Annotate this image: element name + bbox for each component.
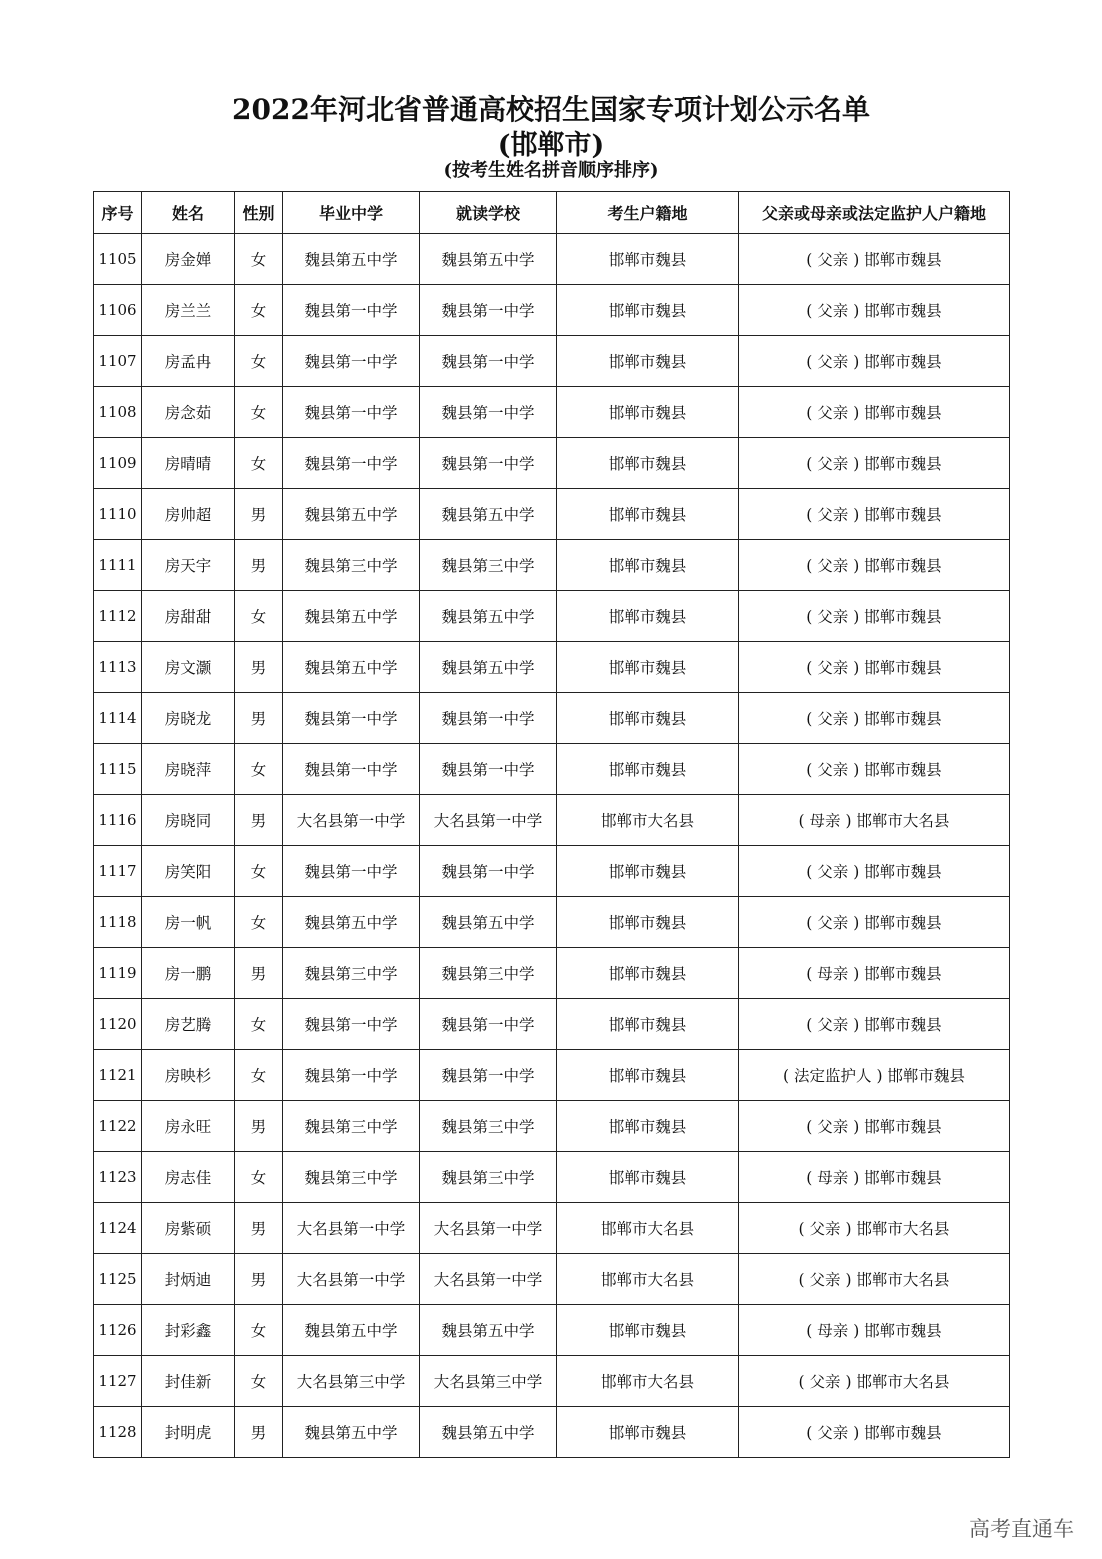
cell-gender: 女 xyxy=(235,285,283,336)
cell-name: 封炳迪 xyxy=(142,1254,235,1305)
header-current-school: 就读学校 xyxy=(420,192,557,234)
cell-name: 房晓萍 xyxy=(142,744,235,795)
cell-name: 房甜甜 xyxy=(142,591,235,642)
cell-graduating-school: 魏县第一中学 xyxy=(283,744,420,795)
cell-student-hukou: 邯郸市魏县 xyxy=(557,540,739,591)
cell-graduating-school: 魏县第三中学 xyxy=(283,540,420,591)
cell-index: 1128 xyxy=(94,1407,142,1458)
cell-student-hukou: 邯郸市魏县 xyxy=(557,1050,739,1101)
cell-name: 房志佳 xyxy=(142,1152,235,1203)
cell-index: 1114 xyxy=(94,693,142,744)
table-row xyxy=(94,387,1010,438)
table-row xyxy=(94,1203,1010,1254)
cell-graduating-school: 魏县第三中学 xyxy=(283,1152,420,1203)
cell-parent-hukou: ( 法定监护人 ) 邯郸市魏县 xyxy=(739,1050,1010,1101)
cell-index: 1110 xyxy=(94,489,142,540)
cell-graduating-school: 魏县第一中学 xyxy=(283,336,420,387)
table-row xyxy=(94,897,1010,948)
cell-index: 1117 xyxy=(94,846,142,897)
cell-index: 1113 xyxy=(94,642,142,693)
cell-student-hukou: 邯郸市大名县 xyxy=(557,795,739,846)
cell-parent-hukou: ( 父亲 ) 邯郸市魏县 xyxy=(739,1101,1010,1152)
cell-graduating-school: 魏县第五中学 xyxy=(283,897,420,948)
cell-gender: 男 xyxy=(235,1101,283,1152)
cell-current-school: 魏县第五中学 xyxy=(420,1407,557,1458)
cell-index: 1121 xyxy=(94,1050,142,1101)
cell-gender: 男 xyxy=(235,948,283,999)
cell-current-school: 魏县第五中学 xyxy=(420,489,557,540)
cell-gender: 女 xyxy=(235,1305,283,1356)
cell-gender: 女 xyxy=(235,234,283,285)
cell-gender: 男 xyxy=(235,795,283,846)
cell-gender: 男 xyxy=(235,1407,283,1458)
table-row xyxy=(94,1356,1010,1407)
cell-gender: 女 xyxy=(235,387,283,438)
cell-current-school: 魏县第三中学 xyxy=(420,1101,557,1152)
cell-gender: 女 xyxy=(235,591,283,642)
cell-gender: 男 xyxy=(235,540,283,591)
cell-index: 1111 xyxy=(94,540,142,591)
cell-parent-hukou: ( 父亲 ) 邯郸市魏县 xyxy=(739,285,1010,336)
header-student-hukou: 考生户籍地 xyxy=(557,192,739,234)
cell-graduating-school: 魏县第五中学 xyxy=(283,642,420,693)
cell-student-hukou: 邯郸市魏县 xyxy=(557,1407,739,1458)
cell-current-school: 魏县第三中学 xyxy=(420,540,557,591)
cell-parent-hukou: ( 父亲 ) 邯郸市魏县 xyxy=(739,744,1010,795)
cell-graduating-school: 魏县第一中学 xyxy=(283,387,420,438)
cell-name: 房永旺 xyxy=(142,1101,235,1152)
cell-index: 1106 xyxy=(94,285,142,336)
cell-name: 房映杉 xyxy=(142,1050,235,1101)
cell-student-hukou: 邯郸市魏县 xyxy=(557,234,739,285)
cell-parent-hukou: ( 父亲 ) 邯郸市魏县 xyxy=(739,846,1010,897)
cell-name: 房天宇 xyxy=(142,540,235,591)
table-row xyxy=(94,438,1010,489)
table-row xyxy=(94,1101,1010,1152)
cell-student-hukou: 邯郸市魏县 xyxy=(557,1305,739,1356)
cell-parent-hukou: ( 父亲 ) 邯郸市魏县 xyxy=(739,1407,1010,1458)
cell-parent-hukou: ( 父亲 ) 邯郸市大名县 xyxy=(739,1356,1010,1407)
table-row xyxy=(94,693,1010,744)
cell-student-hukou: 邯郸市魏县 xyxy=(557,285,739,336)
cell-parent-hukou: ( 母亲 ) 邯郸市大名县 xyxy=(739,795,1010,846)
cell-parent-hukou: ( 母亲 ) 邯郸市魏县 xyxy=(739,1152,1010,1203)
cell-name: 房一帆 xyxy=(142,897,235,948)
cell-index: 1118 xyxy=(94,897,142,948)
cell-graduating-school: 魏县第三中学 xyxy=(283,1101,420,1152)
cell-current-school: 大名县第三中学 xyxy=(420,1356,557,1407)
cell-parent-hukou: ( 母亲 ) 邯郸市魏县 xyxy=(739,1305,1010,1356)
table-row xyxy=(94,1254,1010,1305)
cell-current-school: 魏县第五中学 xyxy=(420,591,557,642)
header-name: 姓名 xyxy=(142,192,235,234)
cell-index: 1109 xyxy=(94,438,142,489)
header-parent-hukou: 父亲或母亲或法定监护人户籍地 xyxy=(739,192,1010,234)
header-graduating-school: 毕业中学 xyxy=(283,192,420,234)
cell-name: 封佳新 xyxy=(142,1356,235,1407)
cell-graduating-school: 大名县第一中学 xyxy=(283,795,420,846)
cell-index: 1107 xyxy=(94,336,142,387)
cell-graduating-school: 魏县第五中学 xyxy=(283,1305,420,1356)
cell-current-school: 魏县第一中学 xyxy=(420,999,557,1050)
cell-current-school: 魏县第一中学 xyxy=(420,387,557,438)
cell-student-hukou: 邯郸市魏县 xyxy=(557,438,739,489)
cell-gender: 女 xyxy=(235,1356,283,1407)
table-row xyxy=(94,1152,1010,1203)
cell-graduating-school: 魏县第一中学 xyxy=(283,1050,420,1101)
cell-parent-hukou: ( 父亲 ) 邯郸市魏县 xyxy=(739,234,1010,285)
cell-name: 房文灏 xyxy=(142,642,235,693)
table-row xyxy=(94,336,1010,387)
cell-gender: 女 xyxy=(235,336,283,387)
cell-graduating-school: 魏县第一中学 xyxy=(283,999,420,1050)
cell-current-school: 大名县第一中学 xyxy=(420,1254,557,1305)
cell-gender: 男 xyxy=(235,642,283,693)
cell-student-hukou: 邯郸市魏县 xyxy=(557,336,739,387)
cell-parent-hukou: ( 父亲 ) 邯郸市大名县 xyxy=(739,1254,1010,1305)
cell-index: 1120 xyxy=(94,999,142,1050)
cell-name: 封彩鑫 xyxy=(142,1305,235,1356)
cell-student-hukou: 邯郸市魏县 xyxy=(557,1101,739,1152)
cell-graduating-school: 魏县第一中学 xyxy=(283,285,420,336)
cell-graduating-school: 魏县第一中学 xyxy=(283,438,420,489)
cell-index: 1123 xyxy=(94,1152,142,1203)
cell-parent-hukou: ( 父亲 ) 邯郸市魏县 xyxy=(739,540,1010,591)
cell-name: 房艺腾 xyxy=(142,999,235,1050)
cell-current-school: 魏县第五中学 xyxy=(420,234,557,285)
header-gender: 性别 xyxy=(235,192,283,234)
cell-index: 1115 xyxy=(94,744,142,795)
cell-current-school: 魏县第一中学 xyxy=(420,744,557,795)
cell-current-school: 魏县第一中学 xyxy=(420,846,557,897)
cell-parent-hukou: ( 父亲 ) 邯郸市魏县 xyxy=(739,489,1010,540)
cell-graduating-school: 大名县第一中学 xyxy=(283,1254,420,1305)
cell-parent-hukou: ( 父亲 ) 邯郸市大名县 xyxy=(739,1203,1010,1254)
cell-parent-hukou: ( 父亲 ) 邯郸市魏县 xyxy=(739,642,1010,693)
cell-graduating-school: 魏县第五中学 xyxy=(283,1407,420,1458)
cell-gender: 男 xyxy=(235,1254,283,1305)
cell-student-hukou: 邯郸市大名县 xyxy=(557,1203,739,1254)
table-row xyxy=(94,846,1010,897)
table-row xyxy=(94,642,1010,693)
table-row xyxy=(94,285,1010,336)
cell-graduating-school: 魏县第五中学 xyxy=(283,234,420,285)
cell-student-hukou: 邯郸市魏县 xyxy=(557,897,739,948)
table-row xyxy=(94,1407,1010,1458)
table-row xyxy=(94,948,1010,999)
cell-gender: 女 xyxy=(235,999,283,1050)
cell-name: 房一鹏 xyxy=(142,948,235,999)
watermark-text: 高考直通车 xyxy=(969,1517,1074,1541)
cell-current-school: 魏县第一中学 xyxy=(420,336,557,387)
cell-current-school: 魏县第五中学 xyxy=(420,897,557,948)
cell-student-hukou: 邯郸市魏县 xyxy=(557,591,739,642)
cell-graduating-school: 大名县第三中学 xyxy=(283,1356,420,1407)
table-row xyxy=(94,540,1010,591)
table-row xyxy=(94,999,1010,1050)
cell-index: 1122 xyxy=(94,1101,142,1152)
cell-parent-hukou: ( 父亲 ) 邯郸市魏县 xyxy=(739,336,1010,387)
table-row xyxy=(94,489,1010,540)
cell-student-hukou: 邯郸市魏县 xyxy=(557,387,739,438)
cell-gender: 男 xyxy=(235,1203,283,1254)
cell-student-hukou: 邯郸市魏县 xyxy=(557,489,739,540)
cell-current-school: 魏县第五中学 xyxy=(420,1305,557,1356)
document-title: 2022年河北省普通高校招生国家专项计划公示名单 xyxy=(232,93,870,126)
cell-index: 1126 xyxy=(94,1305,142,1356)
table-row xyxy=(94,1050,1010,1101)
document-sort-note: (按考生姓名拼音顺序排序) xyxy=(443,160,659,181)
cell-name: 房念茹 xyxy=(142,387,235,438)
cell-current-school: 魏县第一中学 xyxy=(420,1050,557,1101)
cell-gender: 女 xyxy=(235,897,283,948)
table-row xyxy=(94,1305,1010,1356)
cell-parent-hukou: ( 父亲 ) 邯郸市魏县 xyxy=(739,591,1010,642)
cell-current-school: 魏县第三中学 xyxy=(420,1152,557,1203)
cell-current-school: 大名县第一中学 xyxy=(420,1203,557,1254)
cell-graduating-school: 魏县第一中学 xyxy=(283,846,420,897)
cell-name: 房笑阳 xyxy=(142,846,235,897)
cell-student-hukou: 邯郸市大名县 xyxy=(557,1254,739,1305)
cell-current-school: 魏县第五中学 xyxy=(420,642,557,693)
cell-graduating-school: 魏县第五中学 xyxy=(283,489,420,540)
cell-name: 房紫硕 xyxy=(142,1203,235,1254)
cell-student-hukou: 邯郸市大名县 xyxy=(557,1356,739,1407)
cell-gender: 女 xyxy=(235,1152,283,1203)
cell-name: 房帅超 xyxy=(142,489,235,540)
table-row xyxy=(94,591,1010,642)
cell-graduating-school: 魏县第三中学 xyxy=(283,948,420,999)
cell-current-school: 大名县第一中学 xyxy=(420,795,557,846)
cell-student-hukou: 邯郸市魏县 xyxy=(557,846,739,897)
document-region: (邯郸市) xyxy=(497,130,605,161)
cell-student-hukou: 邯郸市魏县 xyxy=(557,642,739,693)
cell-student-hukou: 邯郸市魏县 xyxy=(557,999,739,1050)
cell-parent-hukou: ( 父亲 ) 邯郸市魏县 xyxy=(739,897,1010,948)
table-row xyxy=(94,744,1010,795)
cell-parent-hukou: ( 父亲 ) 邯郸市魏县 xyxy=(739,999,1010,1050)
cell-index: 1125 xyxy=(94,1254,142,1305)
cell-graduating-school: 魏县第五中学 xyxy=(283,591,420,642)
roster-table xyxy=(93,191,1010,1458)
cell-index: 1116 xyxy=(94,795,142,846)
cell-index: 1127 xyxy=(94,1356,142,1407)
cell-student-hukou: 邯郸市魏县 xyxy=(557,693,739,744)
cell-student-hukou: 邯郸市魏县 xyxy=(557,948,739,999)
cell-name: 房晓同 xyxy=(142,795,235,846)
cell-parent-hukou: ( 父亲 ) 邯郸市魏县 xyxy=(739,693,1010,744)
table-row xyxy=(94,795,1010,846)
cell-current-school: 魏县第一中学 xyxy=(420,438,557,489)
table-header-row xyxy=(94,192,1010,234)
cell-index: 1112 xyxy=(94,591,142,642)
cell-student-hukou: 邯郸市魏县 xyxy=(557,744,739,795)
cell-gender: 女 xyxy=(235,1050,283,1101)
cell-name: 房晓龙 xyxy=(142,693,235,744)
cell-gender: 女 xyxy=(235,744,283,795)
cell-current-school: 魏县第一中学 xyxy=(420,693,557,744)
cell-student-hukou: 邯郸市魏县 xyxy=(557,1152,739,1203)
cell-index: 1119 xyxy=(94,948,142,999)
cell-gender: 男 xyxy=(235,693,283,744)
cell-name: 房兰兰 xyxy=(142,285,235,336)
cell-index: 1124 xyxy=(94,1203,142,1254)
cell-name: 房晴晴 xyxy=(142,438,235,489)
cell-current-school: 魏县第三中学 xyxy=(420,948,557,999)
cell-gender: 女 xyxy=(235,438,283,489)
cell-parent-hukou: ( 父亲 ) 邯郸市魏县 xyxy=(739,438,1010,489)
header-index: 序号 xyxy=(94,192,142,234)
cell-gender: 女 xyxy=(235,846,283,897)
cell-name: 封明虎 xyxy=(142,1407,235,1458)
cell-name: 房孟冉 xyxy=(142,336,235,387)
cell-graduating-school: 大名县第一中学 xyxy=(283,1203,420,1254)
cell-parent-hukou: ( 父亲 ) 邯郸市魏县 xyxy=(739,387,1010,438)
table-row xyxy=(94,234,1010,285)
cell-parent-hukou: ( 母亲 ) 邯郸市魏县 xyxy=(739,948,1010,999)
cell-current-school: 魏县第一中学 xyxy=(420,285,557,336)
cell-index: 1105 xyxy=(94,234,142,285)
cell-gender: 男 xyxy=(235,489,283,540)
cell-graduating-school: 魏县第一中学 xyxy=(283,693,420,744)
cell-index: 1108 xyxy=(94,387,142,438)
cell-name: 房金婵 xyxy=(142,234,235,285)
